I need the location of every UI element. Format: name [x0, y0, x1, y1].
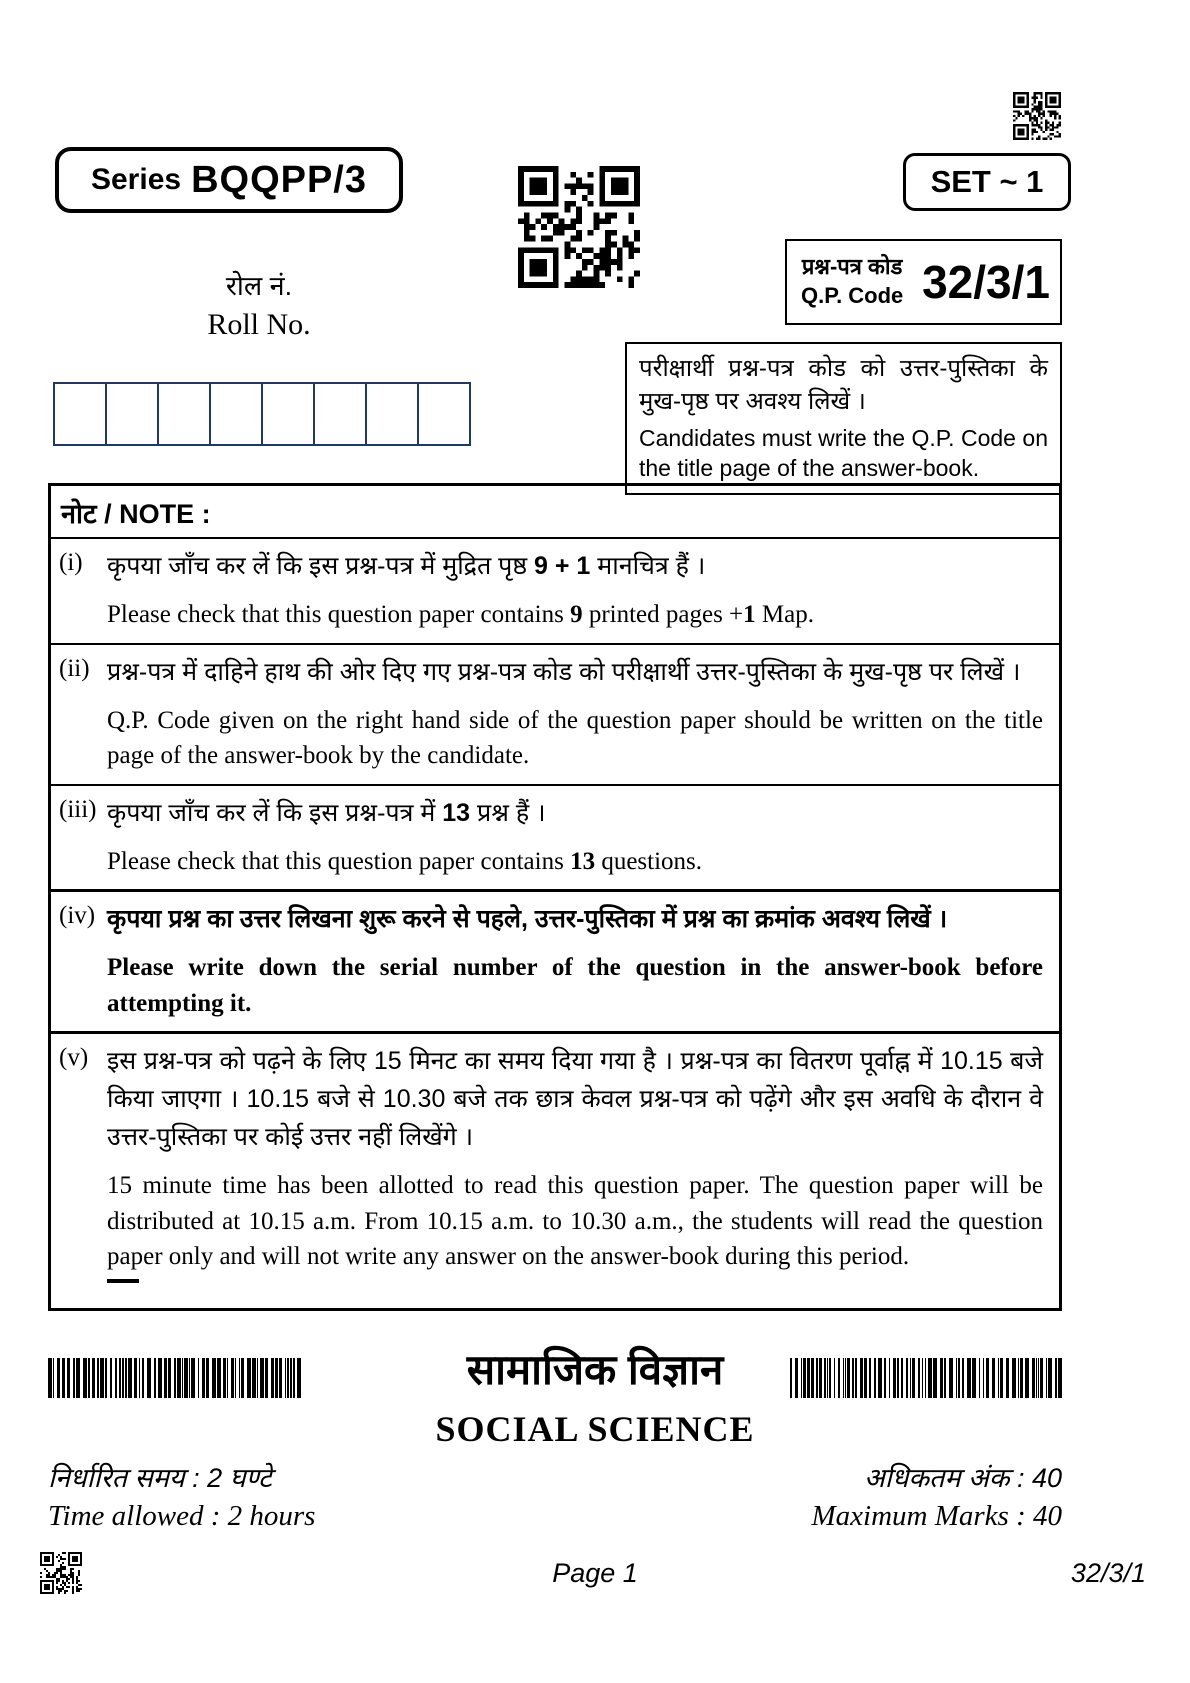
note-item-hindi: इस प्रश्न-पत्र को पढ़ने के लिए 15 मिनट का समय दिया गया है । प्रश्न-पत्र का वितरण पूर्वाह्न में 10.15 बजे किया जाएगा । 10.15 बजे से 10.30 बजे तक छात्र केवल प्रश्न-पत्र को पढ़ेंगे और इस अवधि के दौरान वे उत्तर-पुस्तिका पर कोई उत्तर नहीं लिखेंगे ।	[107, 1047, 1043, 1151]
series-box	[55, 147, 403, 213]
qp-code-value: 32/3/1	[922, 256, 1050, 308]
roll-number-cell	[417, 382, 471, 446]
note-item	[51, 784, 1059, 890]
note-item-hindi: कृपया जाँच कर लें कि इस प्रश्न-पत्र में मुद्रित पृष्ठ 9 + 1 मानचित्र हैं ।	[107, 552, 706, 580]
note-item-hindi: कृपया प्रश्न का उत्तर लिखना शुरू करने से पहले, उत्तर-पुस्तिका में प्रश्न का क्रमांक अवश्य लिखें ।	[107, 905, 948, 933]
maximum-marks-hindi: अधिकतम अंक : 40	[864, 1463, 1062, 1493]
roll-number-cell	[105, 382, 159, 446]
note-item-english: Q.P. Code given on the right hand side of the question paper should be written on the title page of the answer-book by the candidate.	[107, 706, 1043, 769]
footer-paper-code: 32/3/1	[1070, 1558, 1146, 1588]
qp-code-label-english: Q.P. Code	[801, 283, 904, 308]
candidates-instruction-hindi: परीक्षार्थी प्रश्न-पत्र कोड को उत्तर-पुस्तिका के मुख-पृष्ठ पर अवश्य लिखें ।	[639, 355, 1048, 416]
note-item-number: (ii)	[59, 654, 90, 682]
note-item-text	[107, 900, 1059, 1021]
candidates-instruction-box	[625, 342, 1062, 495]
series-code: BQQPP/3	[191, 158, 368, 201]
note-item-number: (iv)	[59, 902, 96, 929]
note-item-english: Please check that this question paper contains 13 questions.	[107, 847, 703, 875]
note-item-english: 15 minute time has been allotted to read this question paper. The question paper will be distributed at 10.15 a.m. From 10.15 a.m. to 10.30 a.m., the students will read the question paper only and will not write any answer on the answer-book during this period.	[107, 1172, 1043, 1270]
maximum-marks-english: Maximum Marks : 40	[811, 1500, 1062, 1532]
note-item-number: (v)	[59, 1044, 89, 1071]
subject-title-english: SOCIAL SCIENCE	[435, 1409, 755, 1449]
note-title: नोट / NOTE :	[51, 486, 1059, 539]
end-of-notes-dash	[107, 1279, 139, 1283]
roll-number-cell	[209, 382, 263, 446]
set-box	[903, 153, 1071, 211]
note-item-text	[107, 653, 1059, 774]
roll-number-label-english: Roll No.	[207, 308, 311, 341]
footer-page-number: Page 1	[552, 1558, 638, 1588]
note-item	[51, 889, 1059, 1031]
note-item-text	[107, 794, 1059, 880]
qp-code-labels	[801, 253, 903, 310]
qp-code-label-hindi: प्रश्न-पत्र कोड	[801, 254, 903, 280]
time-allowed-hindi: निर्धारित समय : 2 घण्टे	[48, 1463, 272, 1493]
candidates-instruction-english: Candidates must write the Q.P. Code on the title page of the answer-book.	[639, 425, 1048, 481]
time-allowed-english: Time allowed : 2 hours	[48, 1500, 316, 1532]
note-item-hindi: प्रश्न-पत्र में दाहिने हाथ की ओर दिए गए प्रश्न-पत्र कोड को परीक्षार्थी उत्तर-पुस्तिका के मुख-पृष्ठ पर लिखें ।	[107, 657, 1021, 686]
roll-number-grid	[53, 382, 471, 446]
roll-number-cell	[365, 382, 419, 446]
note-item-number: (iii)	[59, 795, 97, 823]
roll-number-cell	[53, 382, 107, 446]
note-item-hindi: कृपया जाँच कर लें कि इस प्रश्न-पत्र में 13 प्रश्न हैं ।	[107, 798, 546, 827]
note-item-text	[107, 547, 1059, 633]
subject-title-hindi: सामाजिक विज्ञान	[466, 1346, 724, 1393]
note-item-english: Please check that this question paper contains 9 printed pages +1 Map.	[107, 601, 814, 628]
note-item-text	[107, 1042, 1059, 1283]
time-marks-row-english	[48, 1500, 1062, 1533]
note-items	[51, 539, 1059, 1293]
note-item-english: Please write down the serial number of the question in the answer-book before attempting it.	[107, 954, 1043, 1017]
time-marks-row-hindi	[48, 1458, 1062, 1495]
note-item	[51, 539, 1059, 643]
qr-code-icon-top-right	[1013, 92, 1061, 140]
set-label: SET ~ 1	[930, 164, 1044, 199]
qp-code-box	[785, 239, 1062, 325]
note-item	[51, 1031, 1059, 1293]
qr-code-icon-main	[518, 164, 640, 290]
roll-number-label-hindi: रोल नं.	[225, 271, 293, 301]
note-box	[48, 483, 1062, 1311]
roll-number-cell	[261, 382, 315, 446]
roll-number-cell	[313, 382, 367, 446]
note-item	[51, 643, 1059, 784]
roll-number-cell	[157, 382, 211, 446]
series-label: Series	[90, 163, 182, 196]
note-item-number: (i)	[59, 549, 83, 576]
